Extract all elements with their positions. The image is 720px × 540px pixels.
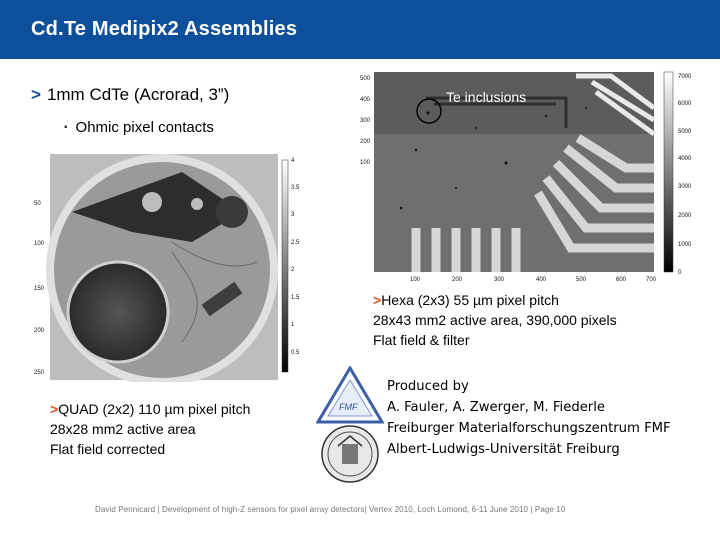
bullet-main-text: 1mm CdTe (Acrorad, 3”): [46, 85, 230, 104]
svg-text:100: 100: [360, 160, 371, 166]
battery-circle: [68, 262, 168, 362]
svg-text:1: 1: [291, 322, 295, 328]
svg-text:400: 400: [360, 97, 371, 103]
svg-text:50: 50: [34, 201, 41, 207]
quad-detector-image: [32, 152, 314, 382]
svg-text:3.5: 3.5: [291, 185, 300, 191]
hexa-caption: [373, 290, 617, 350]
svg-text:1000: 1000: [678, 242, 692, 248]
svg-text:250: 250: [34, 370, 45, 376]
quad-line-1: QUAD (2x2) 110 µm pixel pitch: [58, 401, 251, 417]
svg-text:6000: 6000: [678, 101, 692, 107]
svg-text:5000: 5000: [678, 129, 692, 135]
svg-text:150: 150: [34, 286, 45, 292]
svg-text:100: 100: [410, 277, 421, 283]
hexa-arrow-icon: >: [373, 292, 382, 308]
svg-text:3000: 3000: [678, 184, 692, 190]
hexa-line-2: 28x43 mm2 active area, 390,000 pixels: [373, 312, 617, 328]
quad-y-ticks: [34, 201, 45, 376]
produced-line-2: A. Fauler, A. Zwerger, M. Fiederle: [387, 400, 606, 415]
svg-text:500: 500: [360, 76, 371, 82]
svg-text:3: 3: [291, 212, 295, 218]
bullet-sub-text: Ohmic pixel contacts: [75, 119, 214, 136]
te-inclusions-label: Te inclusions: [446, 89, 527, 105]
svg-text:0: 0: [678, 270, 682, 276]
svg-text:4000: 4000: [678, 156, 692, 162]
svg-text:1.5: 1.5: [291, 295, 300, 301]
top-colorbar-ticks: [678, 74, 692, 276]
quad-colorbar-ticks: [291, 158, 300, 356]
quad-line-3: Flat field corrected: [50, 441, 166, 457]
top-x-ticks: [410, 277, 657, 283]
bullet-square-icon: ▪: [64, 122, 68, 133]
produced-line-4: Albert-Ludwigs-Universität Freiburg: [387, 442, 620, 457]
svg-text:2: 2: [291, 267, 295, 273]
bullet-main: [31, 85, 229, 105]
fmf-logo: [318, 368, 382, 422]
top-y-ticks: [360, 76, 371, 166]
svg-text:200: 200: [34, 328, 45, 334]
produced-line-3: Freiburger Materialforschungszentrum FMF: [387, 421, 671, 436]
hexa-line-3: Flat field & filter: [373, 332, 470, 348]
svg-text:500: 500: [576, 277, 587, 283]
produced-line-1: Produced by: [387, 379, 469, 394]
svg-text:700: 700: [646, 277, 657, 283]
svg-text:600: 600: [616, 277, 627, 283]
svg-text:2.5: 2.5: [291, 240, 300, 246]
quad-arrow-icon: >: [50, 401, 59, 417]
svg-text:4: 4: [291, 158, 295, 164]
produced-by-block: [387, 376, 671, 460]
logos: [316, 366, 384, 486]
quad-caption: [50, 399, 250, 459]
svg-text:300: 300: [494, 277, 505, 283]
svg-text:400: 400: [536, 277, 547, 283]
svg-text:7000: 7000: [678, 74, 692, 80]
quad-line-2: 28x28 mm2 active area: [50, 421, 196, 437]
slide-title: Cd.Te Medipix2 Assemblies: [31, 18, 298, 40]
bullet-chevron-icon: >: [31, 85, 41, 104]
university-seal-icon: [322, 426, 378, 482]
hexa-line-1: Hexa (2x3) 55 µm pixel pitch: [381, 292, 559, 308]
svg-text:2000: 2000: [678, 213, 692, 219]
title-bar: [0, 0, 720, 59]
bullet-sub: [64, 119, 214, 136]
hexa-detector-image: [356, 68, 696, 290]
svg-text:200: 200: [452, 277, 463, 283]
svg-text:0.5: 0.5: [291, 350, 300, 356]
svg-text:FMF: FMF: [339, 402, 358, 412]
quad-colorbar: [282, 160, 288, 372]
footer: David Pennicard | Development of high-Z sensors for pixel array detectors| Vertex 2010, Loch Lomond, 6-11 June 2010 | Page 10: [95, 505, 566, 514]
svg-text:300: 300: [360, 118, 371, 124]
top-colorbar: [664, 72, 673, 272]
svg-text:200: 200: [360, 139, 371, 145]
svg-text:100: 100: [34, 241, 45, 247]
